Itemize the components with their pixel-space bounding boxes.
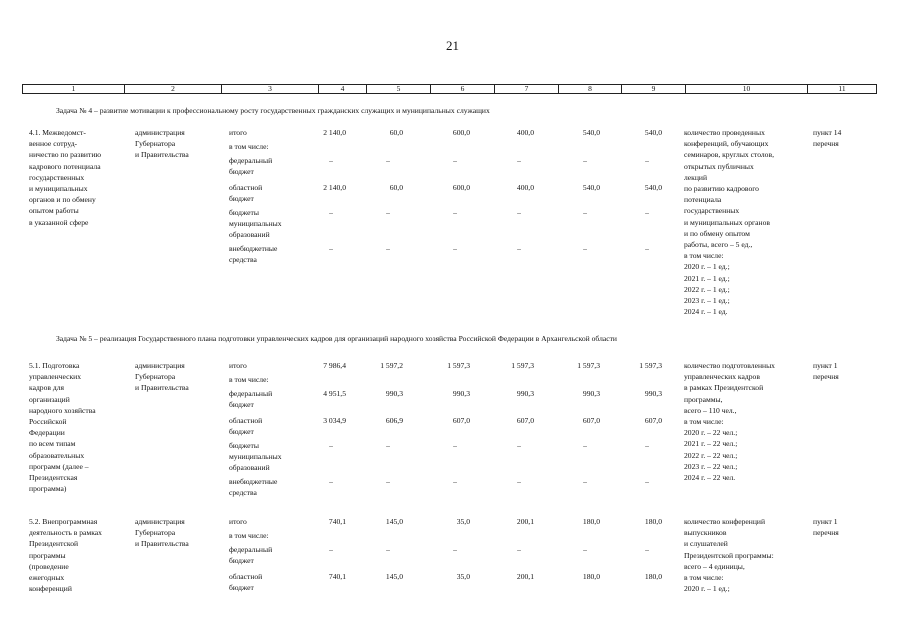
funding-value-cell: – [645, 477, 649, 486]
task-5-heading: Задача № 5 – реализация Государственного плана подготовки управленческих кадров для организаций народного хозяйства Российской Федерации в Архангельской области [56, 334, 617, 343]
funding-source-label: федеральный [229, 389, 273, 398]
funding-value-cell: 607,0 [644, 416, 662, 425]
executor-line: администрация [135, 361, 185, 370]
executor-line: Губернатора [135, 372, 176, 382]
funding-value-cell: – [329, 477, 333, 486]
funding-value-cell: 180,0 [644, 572, 662, 581]
measure-name-line: организаций [29, 394, 70, 404]
indicator-line: в том числе: [684, 573, 724, 582]
executor-line: администрация [135, 128, 185, 137]
funding-source-label: бюджет [229, 167, 254, 177]
reference-line: перечня [813, 372, 839, 382]
funding-value-cell: – [453, 156, 457, 165]
funding-value-cell: 990,3 [644, 389, 662, 398]
funding-source-label: итого [229, 361, 247, 370]
funding-value-cell: 607,0 [582, 416, 600, 425]
funding-value-cell: – [583, 441, 587, 450]
funding-value-cell: – [517, 208, 521, 217]
reference-line: пункт 14 [813, 128, 842, 137]
reference-line: перечня [813, 139, 839, 149]
column-number: 2 [124, 85, 221, 93]
funding-source-label: образований [229, 463, 270, 473]
measure-name-line: 4.1. Межведомст- [29, 128, 86, 137]
measure-name-line: программы [29, 550, 66, 560]
funding-source-label: бюджет [229, 583, 254, 593]
indicator-line: количество конференций [684, 517, 766, 526]
funding-value-cell: – [645, 244, 649, 253]
funding-value-cell: 740,1 [328, 572, 346, 581]
funding-value-cell: 200,1 [516, 572, 534, 581]
table-column-numbers [22, 84, 877, 94]
funding-value-cell: – [583, 477, 587, 486]
funding-value-cell: – [517, 156, 521, 165]
measure-name-line: Президентская [29, 473, 78, 482]
indicator-line: 2021 г. – 1 ед.; [684, 273, 730, 283]
executor-line: и Правительства [135, 383, 189, 393]
reference-line: пункт 1 [813, 361, 838, 370]
indicator-line: работы, всего – 5 ед., [684, 240, 753, 249]
funding-value-cell: 740,1 [328, 517, 346, 526]
funding-source-label: муниципальных [229, 219, 282, 229]
funding-source-label: итого [229, 128, 247, 137]
funding-value-cell: – [583, 156, 587, 165]
funding-source-label: средства [229, 488, 257, 498]
indicator-line: выпускников [684, 528, 727, 538]
funding-source-label: федеральный [229, 156, 273, 165]
funding-value-cell: – [386, 477, 390, 486]
measure-name-line: государственных [29, 172, 85, 182]
measure-name-line: программ (далее – [29, 461, 89, 471]
indicator-line: 2022 г. – 22 чел.; [684, 450, 738, 460]
funding-value-cell: 1 597,3 [447, 361, 470, 370]
funding-value-cell: – [645, 441, 649, 450]
funding-value-cell: 200,1 [516, 517, 534, 526]
funding-value-cell: 606,9 [385, 416, 403, 425]
indicator-line: государственных [684, 206, 740, 216]
funding-value-cell: – [583, 545, 587, 554]
measure-name-line: управленческих [29, 372, 82, 382]
measure-name-line: 5.2. Внепрограммная [29, 517, 98, 526]
page-number: 21 [446, 38, 459, 53]
funding-value-cell: – [453, 545, 457, 554]
funding-value-cell: – [386, 244, 390, 253]
funding-source-label: бюджет [229, 427, 254, 437]
funding-value-cell: 990,3 [452, 389, 470, 398]
measure-name-line: кадрового потенциала [29, 161, 101, 171]
funding-source-label: в том числе: [229, 531, 269, 540]
measure-name-line: по всем типам [29, 439, 76, 449]
funding-source-label: в том числе: [229, 142, 269, 151]
indicator-line: всего – 4 единицы, [684, 561, 745, 571]
funding-value-cell: 35,0 [456, 572, 470, 581]
indicator-line: в рамках Президентской [684, 383, 764, 393]
column-number: 8 [558, 85, 621, 93]
funding-value-cell: 3 034,9 [323, 416, 346, 425]
measure-name-line: Российской [29, 417, 67, 426]
funding-value-cell: 600,0 [452, 128, 470, 137]
measure-name-line: венное сотруд- [29, 139, 78, 149]
measure-name-line: ничество по развитию [29, 150, 102, 160]
indicator-line: в том числе: [684, 417, 724, 426]
measure-name-line: программа) [29, 484, 67, 494]
funding-value-cell: – [517, 545, 521, 554]
funding-value-cell: 1 597,3 [577, 361, 600, 370]
funding-value-cell: – [645, 545, 649, 554]
funding-value-cell: 145,0 [385, 572, 403, 581]
funding-value-cell: – [645, 156, 649, 165]
funding-value-cell: – [453, 208, 457, 217]
funding-value-cell: – [329, 441, 333, 450]
funding-source-label: в том числе: [229, 375, 269, 384]
measure-name-line: (проведение [29, 561, 69, 571]
funding-value-cell: 540,0 [644, 183, 662, 192]
funding-value-cell: 2 140,0 [323, 183, 346, 192]
funding-source-label: средства [229, 255, 257, 265]
funding-value-cell: – [386, 208, 390, 217]
indicator-line: и слушателей [684, 539, 728, 549]
indicator-line: 2023 г. – 1 ед.; [684, 296, 730, 305]
measure-name-line: деятельность в рамках [29, 528, 102, 538]
funding-value-cell: 145,0 [385, 517, 403, 526]
funding-source-label: федеральный [229, 545, 273, 554]
funding-source-label: областной [229, 572, 263, 581]
measure-name-line: опытом работы [29, 206, 79, 216]
measure-name-line: конференций [29, 584, 72, 594]
funding-value-cell: 400,0 [516, 183, 534, 192]
funding-value-cell: 990,3 [516, 389, 534, 398]
column-number: 6 [430, 85, 494, 93]
funding-value-cell: 600,0 [452, 183, 470, 192]
funding-value-cell: – [329, 156, 333, 165]
funding-value-cell: – [329, 244, 333, 253]
funding-value-cell: – [583, 208, 587, 217]
funding-value-cell: 4 951,5 [323, 389, 346, 398]
indicator-line: количество подготовленных [684, 361, 775, 370]
indicator-line: 2024 г. – 22 чел. [684, 473, 736, 482]
funding-source-label: бюджет [229, 400, 254, 410]
funding-source-label: бюджеты [229, 441, 259, 450]
funding-value-cell: – [329, 208, 333, 217]
funding-source-label: бюджеты [229, 208, 259, 217]
indicator-line: 2024 г. – 1 ед. [684, 307, 728, 317]
funding-value-cell: 7 986,4 [323, 361, 346, 370]
indicator-line: потенциала [684, 195, 722, 205]
funding-source-label: внебюджетные [229, 244, 278, 253]
funding-value-cell: 180,0 [582, 572, 600, 581]
measure-name-line: органов и по обмену [29, 195, 96, 205]
funding-value-cell: – [386, 545, 390, 554]
funding-source-label: областной [229, 416, 263, 425]
funding-value-cell: 2 140,0 [323, 128, 346, 137]
indicator-line: всего – 110 чел., [684, 405, 737, 415]
funding-value-cell: – [517, 441, 521, 450]
measure-name-line: Президентской [29, 539, 79, 549]
funding-value-cell: 400,0 [516, 128, 534, 137]
indicator-line: 2021 г. – 22 чел.; [684, 439, 738, 449]
measure-name-line: кадров для [29, 383, 65, 393]
funding-value-cell: 540,0 [582, 128, 600, 137]
funding-source-label: муниципальных [229, 452, 282, 462]
indicator-line: управленческих кадров [684, 372, 760, 382]
indicator-line: 2023 г. – 22 чел.; [684, 461, 738, 471]
funding-value-cell: – [583, 244, 587, 253]
indicator-line: программы, [684, 394, 723, 404]
executor-line: администрация [135, 517, 185, 526]
indicator-line: конференций, обучающих [684, 139, 769, 149]
column-number: 9 [621, 85, 685, 93]
reference-line: пункт 1 [813, 517, 838, 526]
executor-line: и Правительства [135, 150, 189, 160]
funding-value-cell: 990,3 [385, 389, 403, 398]
funding-value-cell: – [517, 477, 521, 486]
funding-source-label: образований [229, 230, 270, 240]
funding-value-cell: – [329, 545, 333, 554]
funding-value-cell: – [517, 244, 521, 253]
measure-name-line: и муниципальных [29, 184, 88, 193]
measure-name-line: Федерации [29, 428, 65, 438]
funding-value-cell: 607,0 [516, 416, 534, 425]
indicator-line: Президентской программы: [684, 550, 774, 560]
measure-name-line: ежегодных [29, 573, 65, 582]
indicator-line: открытых публичных [684, 161, 754, 171]
measure-name-line: образовательных [29, 450, 85, 460]
funding-value-cell: 540,0 [644, 128, 662, 137]
column-number: 10 [685, 85, 807, 93]
column-number: 11 [807, 85, 876, 93]
funding-value-cell: – [453, 477, 457, 486]
indicator-line: лекций [684, 172, 708, 182]
indicator-line: и по обмену опытом [684, 228, 750, 238]
funding-source-label: областной [229, 183, 263, 192]
funding-value-cell: 607,0 [452, 416, 470, 425]
funding-value-cell: 60,0 [389, 128, 403, 137]
indicator-line: и муниципальных органов [684, 217, 770, 227]
indicator-line: по развитию кадрового [684, 184, 759, 193]
funding-value-cell: 1 597,3 [639, 361, 662, 370]
funding-value-cell: – [386, 156, 390, 165]
funding-source-label: итого [229, 517, 247, 526]
executor-line: Губернатора [135, 139, 176, 149]
measure-name-line: народного хозяйства [29, 405, 96, 415]
column-number: 5 [366, 85, 430, 93]
executor-line: Губернатора [135, 528, 176, 538]
executor-line: и Правительства [135, 539, 189, 549]
funding-value-cell: 35,0 [456, 517, 470, 526]
measure-name-line: в указанной сфере [29, 217, 89, 227]
funding-value-cell: 180,0 [582, 517, 600, 526]
column-number: 3 [221, 85, 318, 93]
funding-value-cell: 990,3 [582, 389, 600, 398]
funding-value-cell: 60,0 [389, 183, 403, 192]
funding-source-label: бюджет [229, 556, 254, 566]
funding-value-cell: 1 597,2 [380, 361, 403, 370]
indicator-line: 2020 г. – 22 чел.; [684, 428, 738, 438]
funding-value-cell: 1 597,3 [511, 361, 534, 370]
funding-value-cell: – [386, 441, 390, 450]
reference-line: перечня [813, 528, 839, 538]
funding-value-cell: 540,0 [582, 183, 600, 192]
indicator-line: 2020 г. – 1 ед.; [684, 262, 730, 272]
column-number: 7 [494, 85, 558, 93]
funding-value-cell: – [453, 244, 457, 253]
measure-name-line: 5.1. Подготовка [29, 361, 80, 370]
indicator-line: 2020 г. – 1 ед.; [684, 584, 730, 594]
indicator-line: семинаров, круглых столов, [684, 150, 774, 160]
column-number: 4 [318, 85, 366, 93]
funding-source-label: внебюджетные [229, 477, 278, 486]
indicator-line: количество проведенных [684, 128, 765, 137]
indicator-line: в том числе: [684, 251, 724, 261]
indicator-line: 2022 г. – 1 ед.; [684, 284, 730, 294]
funding-value-cell: – [453, 441, 457, 450]
funding-value-cell: 180,0 [644, 517, 662, 526]
funding-value-cell: – [645, 208, 649, 217]
task-4-heading: Задача № 4 – развитие мотивации к профессиональному росту государственных гражданских служащих и муниципальных служащих [56, 106, 490, 115]
funding-source-label: бюджет [229, 194, 254, 204]
column-number: 1 [71, 84, 76, 93]
